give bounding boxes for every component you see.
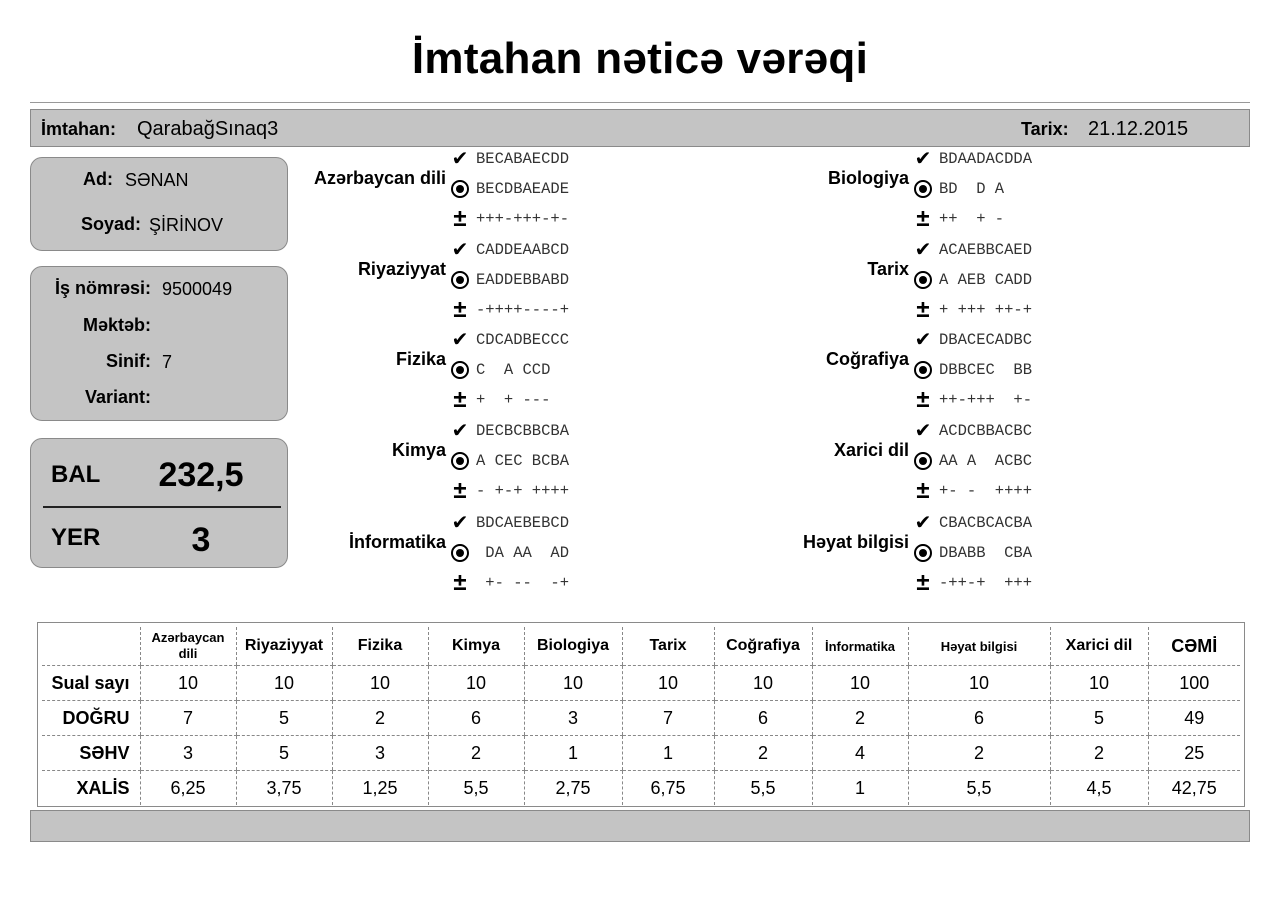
table-cell: 5 [236, 701, 332, 736]
subject-block [0, 510, 909, 601]
table-cell: 2 [428, 736, 524, 771]
table-cell: 4 [812, 736, 908, 771]
plus-minus-icon: ± [916, 205, 930, 232]
table-cell: 10 [524, 666, 622, 701]
student-answers-row [913, 448, 1133, 476]
table-cell: 10 [1050, 666, 1148, 701]
radio-icon [913, 268, 933, 292]
table-cell: 10 [908, 666, 1050, 701]
answer-key: BECABAECDD [476, 150, 570, 168]
table-cell: 10 [332, 666, 428, 701]
answer-key: CADDEAABCD [476, 241, 570, 259]
subject-name: İnformatika [348, 532, 446, 552]
subject-name: Azərbaycan dili [313, 168, 446, 188]
answer-marks: +- - ++++ [939, 482, 1033, 500]
checkmark-icon: ✔ [914, 512, 932, 534]
marks-row [913, 206, 1133, 234]
exam-label: İmtahan: [41, 119, 117, 139]
table-row [42, 771, 1240, 806]
plus-minus-icon: ± [916, 386, 930, 413]
student-answers: DA AA AD [476, 544, 570, 562]
subject-name: Tarix [867, 259, 909, 279]
table-cell: 2 [1050, 736, 1148, 771]
student-answers: A CEC BCBA [476, 452, 570, 470]
answer-marks: +++-+++-+- [476, 210, 570, 228]
table-cell: 3 [140, 736, 236, 771]
table-cell: 2 [714, 736, 812, 771]
first-name-value: SƏNAN [125, 170, 189, 190]
radio-icon [913, 177, 933, 201]
row-label: SƏHV [42, 736, 140, 771]
last-name-label: Soyad: [80, 214, 141, 234]
date-label: Tarix: [1021, 119, 1069, 139]
column-header: Həyat bilgisi [908, 627, 1050, 666]
variant-label: Variant: [84, 387, 151, 407]
answer-marks: + +++ ++-+ [939, 301, 1033, 319]
radio-icon [913, 358, 933, 382]
work-number-label: İş nömrəsi: [54, 278, 151, 298]
table-cell: 6 [714, 701, 812, 736]
column-header: Tarix [622, 627, 714, 666]
subject-name: Həyat bilgisi [802, 532, 909, 552]
table-body [42, 666, 1240, 806]
page-title: İmtahan nəticə vərəqi [411, 34, 869, 83]
answer-marks: -++-+ +++ [939, 574, 1033, 592]
table-cell: 5,5 [908, 771, 1050, 806]
student-answers: BECDBAEADE [476, 180, 570, 198]
answer-marks: -++++----+ [476, 301, 570, 319]
table-row [42, 701, 1240, 736]
column-header: Biologiya [524, 627, 622, 666]
table-cell: 49 [1148, 701, 1240, 736]
table-cell: 10 [140, 666, 236, 701]
student-answers: A AEB CADD [939, 271, 1033, 289]
subject-name: Coğrafiya [825, 349, 909, 369]
column-header: CƏMİ [1148, 627, 1240, 666]
table-cell: 6,25 [140, 771, 236, 806]
class-label: Sinif: [106, 351, 151, 371]
answer-marks: ++-+++ +- [939, 391, 1033, 409]
plus-minus-icon: ± [916, 569, 930, 596]
checkmark-icon: ✔ [451, 512, 469, 534]
table-cell: 10 [622, 666, 714, 701]
answer-key-row [913, 418, 1133, 446]
student-answers: EADDEBBABD [476, 271, 570, 289]
plus-minus-icon: ± [453, 296, 467, 323]
exam-date: 21.12.2015 [1088, 118, 1189, 140]
row-label: DOĞRU [42, 701, 140, 736]
answer-key: ACDCBBACBC [939, 422, 1033, 440]
plus-minus-icon: ± [453, 477, 467, 504]
subject-block [0, 418, 909, 509]
answer-key: BDAADACDDA [939, 150, 1033, 168]
checkmark-icon: ✔ [451, 148, 469, 170]
subject-name: Xarici dil [833, 440, 909, 460]
column-header: Azərbaycan dili [140, 627, 236, 666]
answer-marks: +- -- -+ [476, 574, 570, 592]
table-cell: 42,75 [1148, 771, 1240, 806]
student-answers-row [913, 176, 1133, 204]
table-cell: 1 [622, 736, 714, 771]
table-cell: 3 [524, 701, 622, 736]
marks-row [913, 478, 1133, 506]
table-cell: 5 [236, 736, 332, 771]
table-cell: 1,25 [332, 771, 428, 806]
footer-bar [30, 810, 1250, 842]
table-header-row [42, 627, 1240, 666]
plus-minus-icon: ± [453, 205, 467, 232]
table-cell: 3 [332, 736, 428, 771]
exam-info-bar [30, 109, 1250, 147]
column-header: Coğrafiya [714, 627, 812, 666]
answer-key: BDCAEBEBCD [476, 514, 570, 532]
column-header: Fizika [332, 627, 428, 666]
table-cell: 25 [1148, 736, 1240, 771]
results-table [42, 627, 1240, 805]
row-label: Sual sayı [42, 666, 140, 701]
column-header: Xarici dil [1050, 627, 1148, 666]
table-cell: 5,5 [428, 771, 524, 806]
plus-minus-icon: ± [453, 386, 467, 413]
exam-name: QarabağSınaq3 [137, 118, 279, 140]
table-cell: 3,75 [236, 771, 332, 806]
bal-label: BAL [51, 461, 101, 488]
table-cell: 6 [428, 701, 524, 736]
yer-label: YER [51, 524, 101, 551]
yer-value: 3 [191, 521, 211, 559]
bal-value: 232,5 [158, 456, 244, 494]
answer-key-row [913, 237, 1133, 265]
table-cell: 7 [622, 701, 714, 736]
table-cell: 6 [908, 701, 1050, 736]
marks-row [913, 297, 1133, 325]
answer-marks: + + --- [476, 391, 570, 409]
answer-marks: ++ + - [939, 210, 1033, 228]
checkmark-icon: ✔ [451, 420, 469, 442]
column-header: İnformatika [812, 627, 908, 666]
table-cell: 6,75 [622, 771, 714, 806]
table-cell: 10 [714, 666, 812, 701]
student-answers: DBABB CBA [939, 544, 1033, 562]
student-answers-row [913, 357, 1133, 385]
checkmark-icon: ✔ [914, 148, 932, 170]
plus-minus-icon: ± [916, 296, 930, 323]
answer-key: CBACBCACBA [939, 514, 1033, 532]
table-cell: 10 [428, 666, 524, 701]
radio-icon [913, 449, 933, 473]
radio-icon [913, 541, 933, 565]
student-answers: C A CCD [476, 361, 570, 379]
checkmark-icon: ✔ [914, 329, 932, 351]
answer-key: CDCADBECCC [476, 331, 570, 349]
column-header: Kimya [428, 627, 524, 666]
column-header: Riyaziyyat [236, 627, 332, 666]
answer-key-row [913, 327, 1133, 355]
student-answers: AA A ACBC [939, 452, 1033, 470]
answer-key-row [913, 146, 1133, 174]
marks-row [913, 387, 1133, 415]
class-value: 7 [162, 352, 173, 372]
title-divider [30, 102, 1250, 103]
plus-minus-icon: ± [453, 569, 467, 596]
answer-marks: - +-+ ++++ [476, 482, 570, 500]
subject-name: Fizika [395, 349, 446, 369]
table-cell: 5,5 [714, 771, 812, 806]
plus-minus-icon: ± [916, 477, 930, 504]
checkmark-icon: ✔ [451, 329, 469, 351]
student-answers: BD D A [939, 180, 1033, 198]
table-cell: 2 [332, 701, 428, 736]
subject-block [0, 327, 909, 418]
table-cell: 2,75 [524, 771, 622, 806]
checkmark-icon: ✔ [451, 239, 469, 261]
marks-row [913, 570, 1133, 598]
table-cell: 10 [812, 666, 908, 701]
subject-block [0, 146, 909, 237]
last-name-value: ŞİRİNOV [149, 215, 224, 235]
checkmark-icon: ✔ [914, 420, 932, 442]
answer-key-row [913, 510, 1133, 538]
table-row [42, 666, 1240, 701]
table-cell: 1 [524, 736, 622, 771]
table-row [42, 736, 1240, 771]
table-cell: 5 [1050, 701, 1148, 736]
column-header [42, 627, 140, 666]
table-cell: 100 [1148, 666, 1240, 701]
first-name-label: Ad: [83, 169, 113, 189]
student-answers-row [913, 540, 1133, 568]
student-answers: DBBCEC BB [939, 361, 1033, 379]
table-cell: 4,5 [1050, 771, 1148, 806]
table-cell: 10 [236, 666, 332, 701]
results-table-container [37, 622, 1245, 807]
row-label: XALİS [76, 777, 130, 798]
table-cell: 7 [140, 701, 236, 736]
school-label: Məktəb: [82, 315, 151, 335]
subject-block [0, 237, 909, 328]
answer-key: ACAEBBCAED [939, 241, 1033, 259]
student-answers-row [913, 267, 1133, 295]
work-number-value: 9500049 [162, 279, 233, 299]
checkmark-icon: ✔ [914, 239, 932, 261]
table-cell: 1 [812, 771, 908, 806]
subject-name: Kimya [391, 440, 446, 460]
answer-key: DBACECADBC [939, 331, 1033, 349]
table-cell: 2 [908, 736, 1050, 771]
subject-name: Biologiya [827, 168, 909, 188]
answer-key: DECBCBBCBA [476, 422, 570, 440]
subject-name: Riyaziyyat [357, 259, 446, 279]
table-cell: 2 [812, 701, 908, 736]
